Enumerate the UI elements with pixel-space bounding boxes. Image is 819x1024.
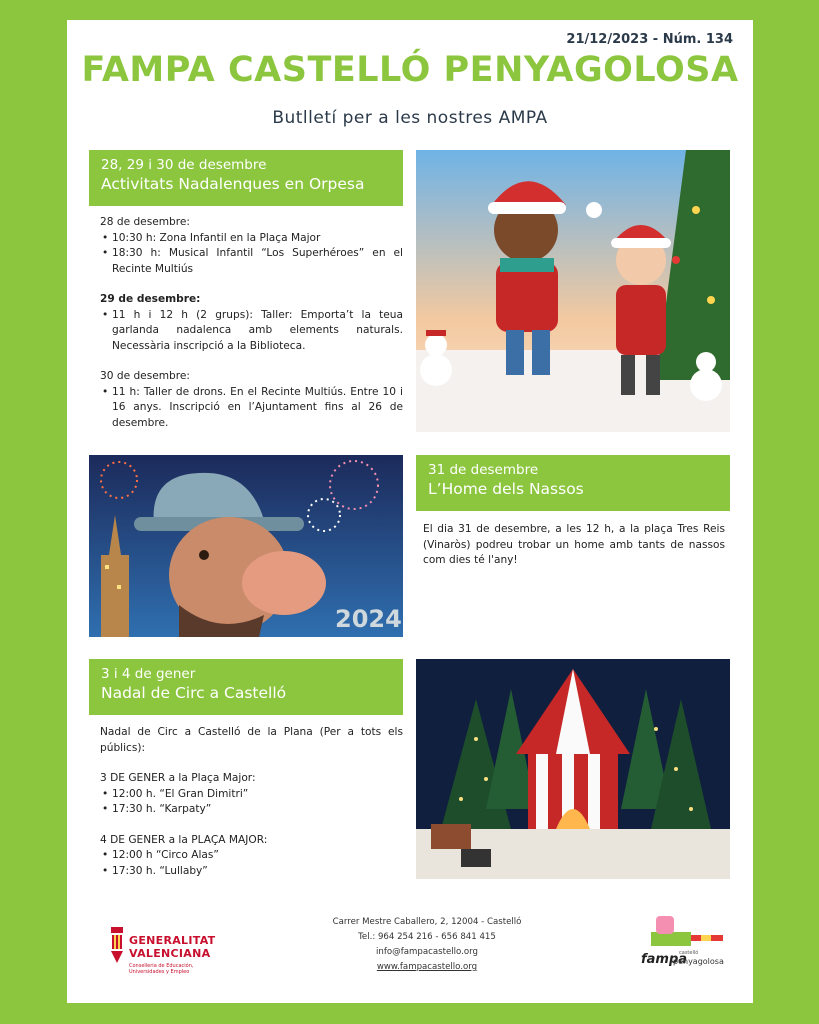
fampa-mascot-icon: [641, 912, 731, 952]
section1-text: [100, 215, 403, 431]
section1-title: Activitats Nadalenques en Orpesa: [101, 175, 365, 193]
section3-day1-list: [100, 787, 403, 818]
list-item: • 12:00 h “Circo Alas”: [100, 848, 403, 864]
fampa-logo-word: fampa: [641, 952, 688, 967]
section3-day1-label: 3 DE GENER a la Plaça Major:: [100, 772, 256, 784]
section1-header: [89, 150, 403, 206]
section1-date: 28, 29 i 30 de desembre: [101, 157, 267, 173]
list-item: • 17:30 h. “Lullaby”: [100, 864, 403, 880]
section3-date: 3 i 4 de gener: [101, 666, 196, 682]
year-sign: 2024: [335, 605, 402, 633]
section2-body: El dia 31 de desembre, a les 12 h, a la plaça Tres Reis (Vinaròs) podreu trobar un home amb tants de nassos com dies té l'any!: [423, 523, 725, 566]
fampa-logo-tiny: castelló: [679, 950, 699, 956]
newsletter-subtitle: Butlletí per a les nostres AMPA: [272, 108, 548, 128]
fampa-penyagolosa-logo: [641, 912, 731, 972]
christmas-circus-image: [416, 659, 730, 879]
section3-text: [100, 725, 403, 879]
section1-day2-list: [100, 308, 403, 355]
section2-title: L’Home dels Nassos: [428, 480, 584, 498]
section3-title: Nadal de Circ a Castelló: [101, 684, 287, 702]
section1-day3-list: [100, 385, 403, 432]
section3-day2-list: [100, 848, 403, 879]
footer-address: Carrer Mestre Caballero, 2, 12004 - Castelló: [332, 917, 522, 927]
section3-day2-label: 4 DE GENER a la PLAÇA MAJOR:: [100, 833, 268, 846]
home-dels-nassos-image: [89, 455, 403, 637]
footer-email[interactable]: info@fampacastello.org: [376, 947, 478, 957]
list-item: • 11 h: Taller de drons. En el Recinte Multiús. Entre 10 i 16 anys. Inscripció en l’Ajuntament fins al 26 de desembre.: [100, 385, 403, 432]
list-item: • 18:30 h: Musical Infantil “Los Superhéroes” en el Recinte Multiús: [100, 246, 403, 277]
section3-intro: Nadal de Circ a Castelló de la Plana (Per a tots els públics):: [100, 726, 403, 754]
newsletter-title: FAMPA CASTELLÓ PENYAGOLOSA: [81, 50, 739, 90]
footer-phone: Tel.: 964 254 216 - 656 841 415: [358, 932, 496, 942]
children-christmas-image: [416, 150, 730, 432]
section2-header: [416, 455, 730, 511]
newsletter-page: [67, 20, 753, 1003]
section1-day1-label: 28 de desembre:: [100, 216, 190, 228]
list-item: • 11 h i 12 h (2 grups): Taller: Emporta’t la teua garlanda nadalenca amb elements naturals. Necessària inscripció a la Biblioteca.: [100, 308, 403, 355]
list-item: • 17:30 h. “Karpaty”: [100, 802, 403, 818]
section1-day3-label: 30 de desembre:: [100, 370, 190, 382]
gva-department: Conselleria de Educación, Universidades y Empleo: [129, 963, 194, 975]
section2-text: [423, 522, 725, 569]
fampa-logo-sub: penyagolosa: [673, 957, 724, 966]
gva-name-line1: GENERALITAT: [129, 934, 216, 947]
gva-name-line2: VALENCIANA: [129, 947, 211, 960]
section2-date: 31 de desembre: [428, 462, 539, 478]
footer-web-link[interactable]: www.fampacastello.org: [376, 962, 478, 972]
section1-day1-list: [100, 231, 403, 278]
list-item: • 10:30 h: Zona Infantil en la Plaça Major: [100, 231, 403, 247]
section1-day2-label: 29 de desembre:: [100, 293, 201, 305]
issue-date-number: 21/12/2023 - Núm. 134: [566, 32, 733, 47]
footer-contact: [307, 915, 547, 975]
section3-header: [89, 659, 403, 715]
gva-emblem-icon: [109, 925, 125, 965]
generalitat-valenciana-logo: [109, 925, 229, 983]
list-item: • 12:00 h. “El Gran Dimitri”: [100, 787, 403, 803]
